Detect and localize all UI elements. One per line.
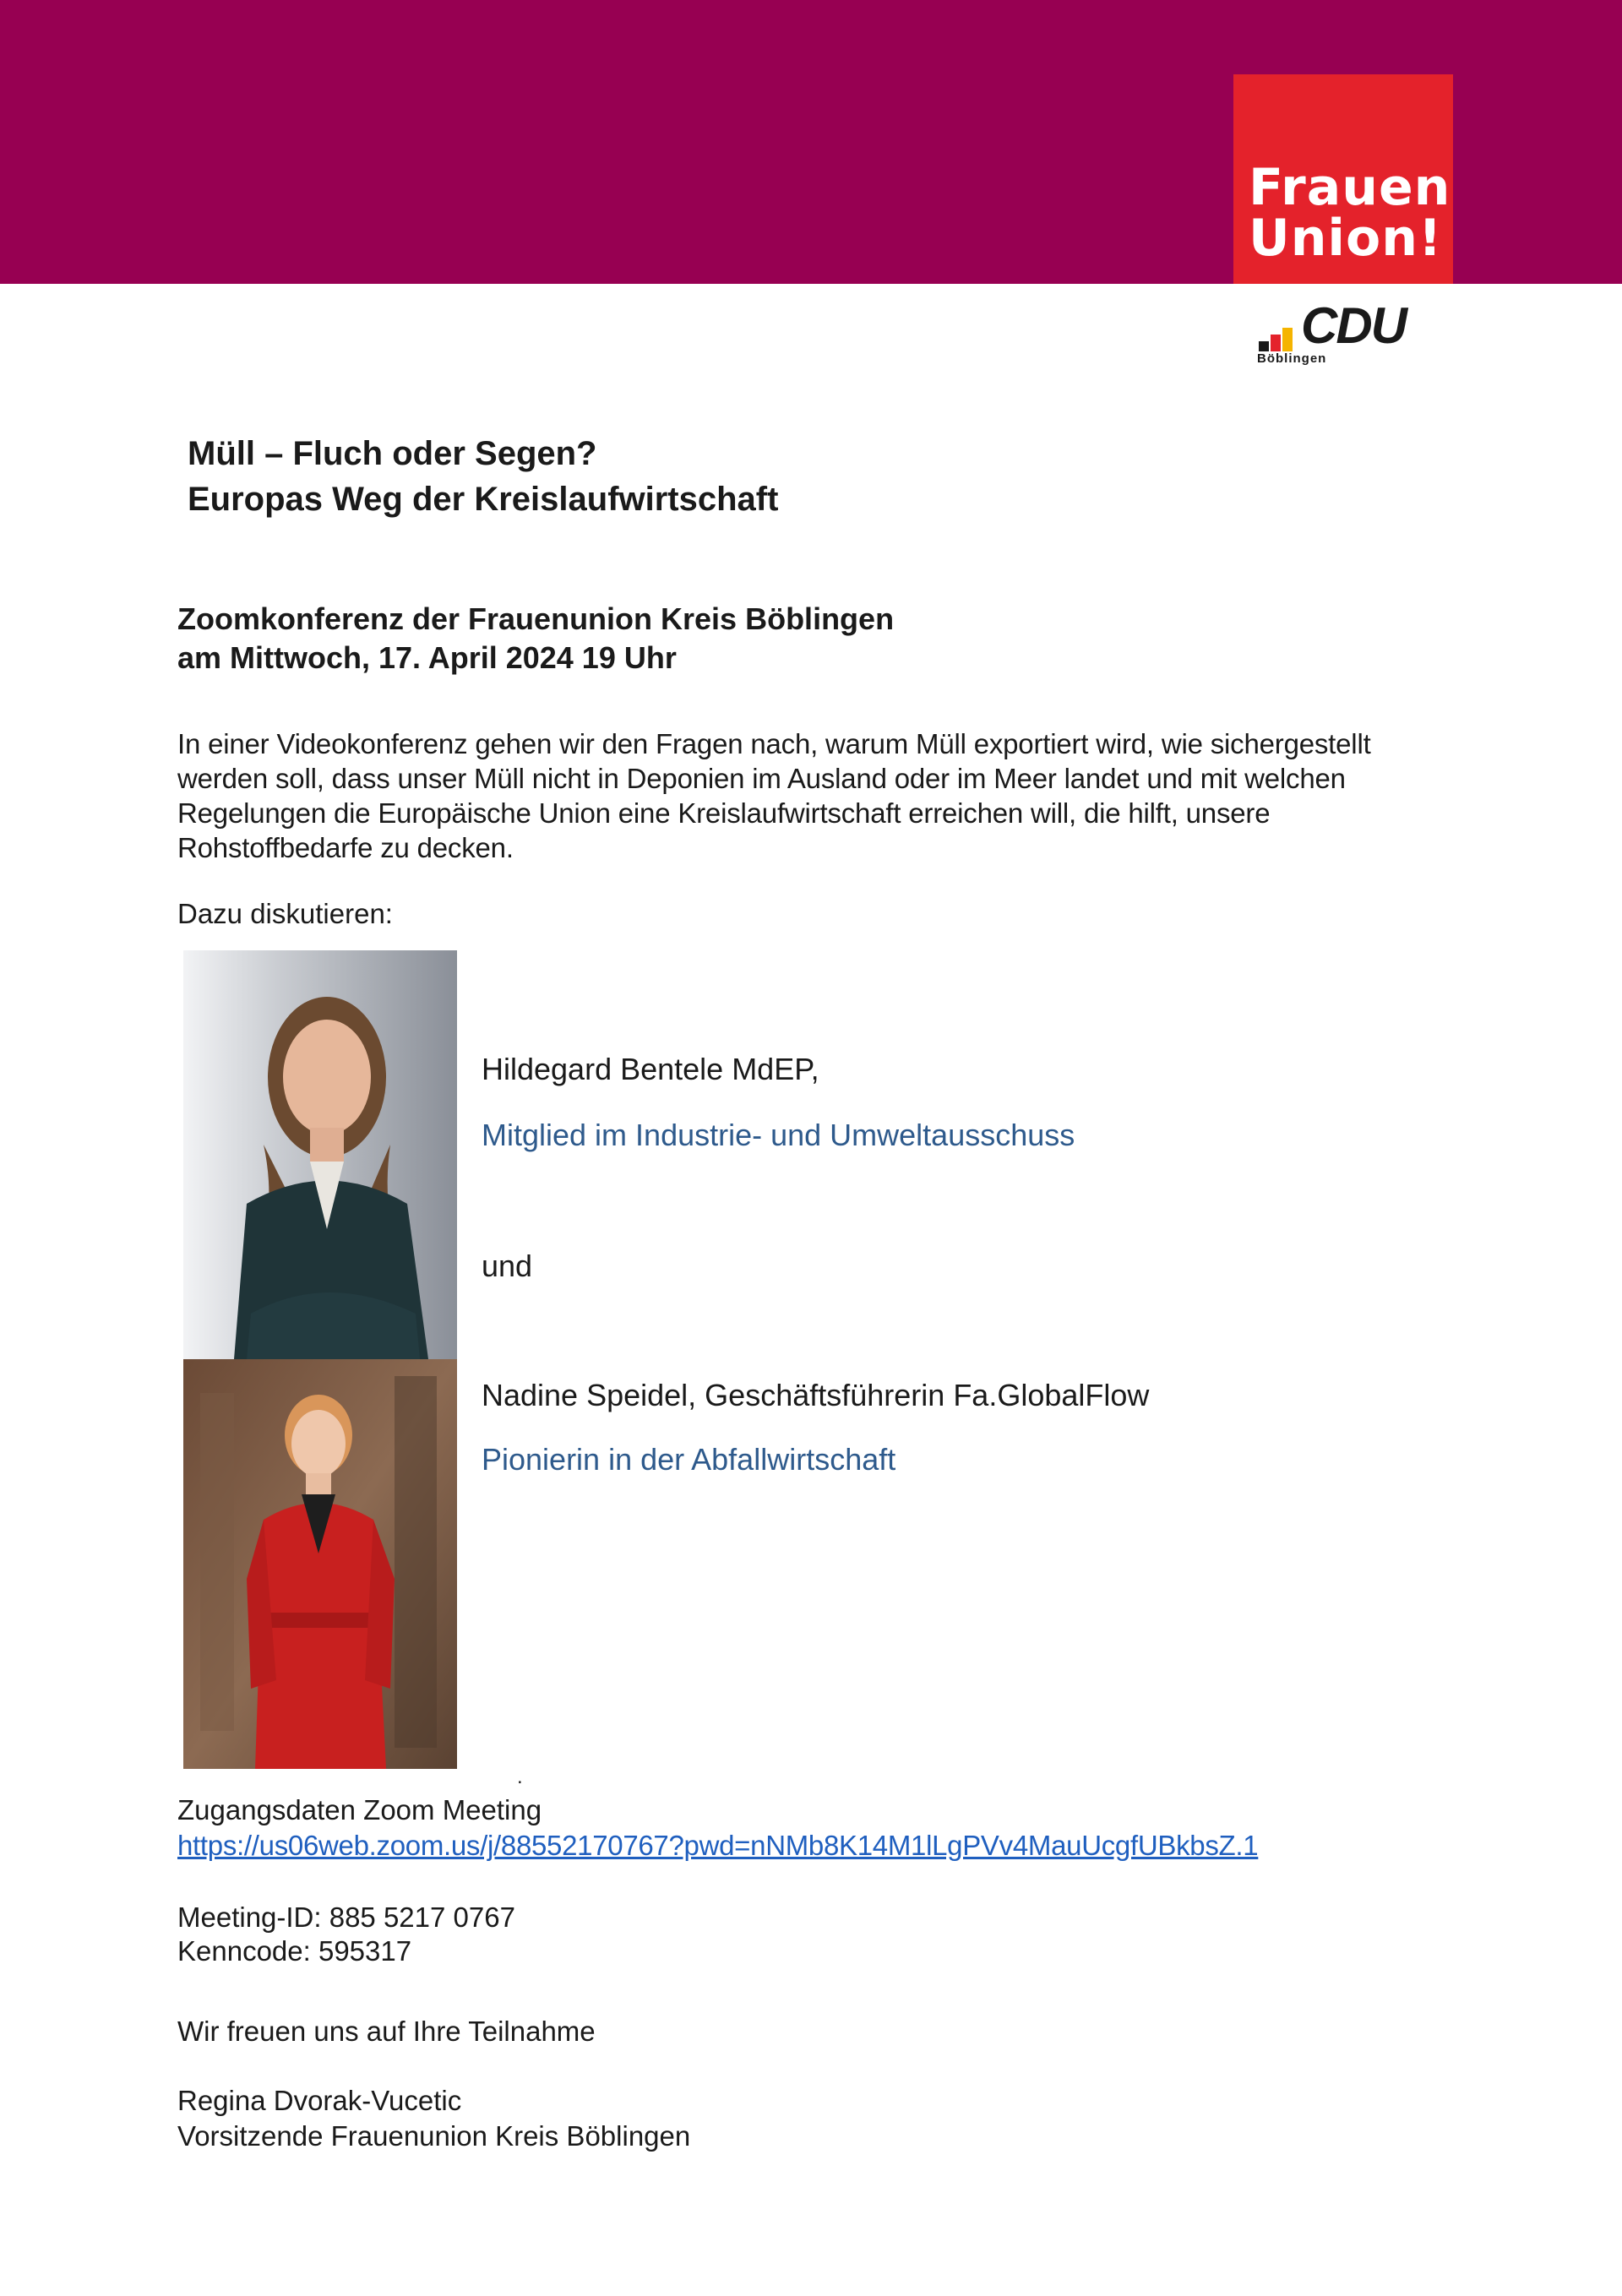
intro-line-1: In einer Videokonferenz gehen wir den Fragen nach, warum Müll exportiert wird, wie sichergestellt (177, 728, 1371, 759)
thanks-line: Wir freuen uns auf Ihre Teilnahme (177, 2016, 596, 2047)
intro-line-2: werden soll, dass unser Müll nicht in Deponien im Ausland oder im Meer landet und mit welchen (177, 763, 1346, 794)
logo-line-1: Frauen (1249, 158, 1451, 217)
stray-dot: . (517, 1766, 523, 1788)
cdu-subtitle: Böblingen (1257, 351, 1327, 366)
meeting-credentials (177, 1901, 515, 1968)
meeting-id: Meeting-ID: 885 5217 0767 (177, 1902, 515, 1933)
subtitle-line-2: am Mittwoch, 17. April 2024 19 Uhr (177, 640, 677, 675)
cdu-wordmark: CDU (1301, 297, 1406, 354)
speaker-1-name: Hildegard Bentele MdEP, (482, 1052, 819, 1086)
speaker-photo-2 (183, 1359, 457, 1769)
signature-name: Regina Dvorak-Vucetic (177, 2085, 462, 2116)
speaker-1-role: Mitglied im Industrie- und Umweltausschuss (482, 1118, 1075, 1152)
frauen-union-logo (1233, 74, 1453, 284)
page-title (188, 431, 778, 522)
cdu-bars-icon (1257, 321, 1301, 351)
event-subtitle (177, 600, 894, 677)
zoom-label: Zugangsdaten Zoom Meeting (177, 1794, 542, 1825)
subtitle-line-1: Zoomkonferenz der Frauenunion Kreis Böblingen (177, 601, 895, 636)
signature-title: Vorsitzende Frauenunion Kreis Böblingen (177, 2120, 691, 2152)
signature (177, 2083, 690, 2154)
speaker-photo-1 (183, 950, 457, 1359)
passcode: Kenncode: 595317 (177, 1935, 412, 1967)
zoom-meeting-link[interactable]: https://us06web.zoom.us/j/88552170767?pwd=nNMb8K14M1lLgPVv4MauUcgfUBkbsZ.1 (177, 1830, 1259, 1861)
intro-line-4: Rohstoffbedarfe zu decken. (177, 832, 514, 863)
intro-paragraph (177, 726, 1495, 865)
intro-line-3: Regelungen die Europäische Union eine Kreislaufwirtschaft erreichen will, die hilft, unsere (177, 797, 1271, 829)
speaker-2-role: Pionierin in der Abfallwirtschaft (482, 1442, 896, 1477)
logo-line-2: Union! (1249, 209, 1443, 268)
discuss-label: Dazu diskutieren: (177, 898, 393, 929)
title-line-2: Europas Weg der Kreislaufwirtschaft (188, 481, 779, 518)
title-line-1: Müll – Fluch oder Segen? (188, 435, 597, 472)
speaker-2-name: Nadine Speidel, Geschäftsführerin Fa.GlobalFlow (482, 1378, 1150, 1412)
cdu-logo (1257, 297, 1443, 372)
und-connector: und (482, 1249, 533, 1283)
